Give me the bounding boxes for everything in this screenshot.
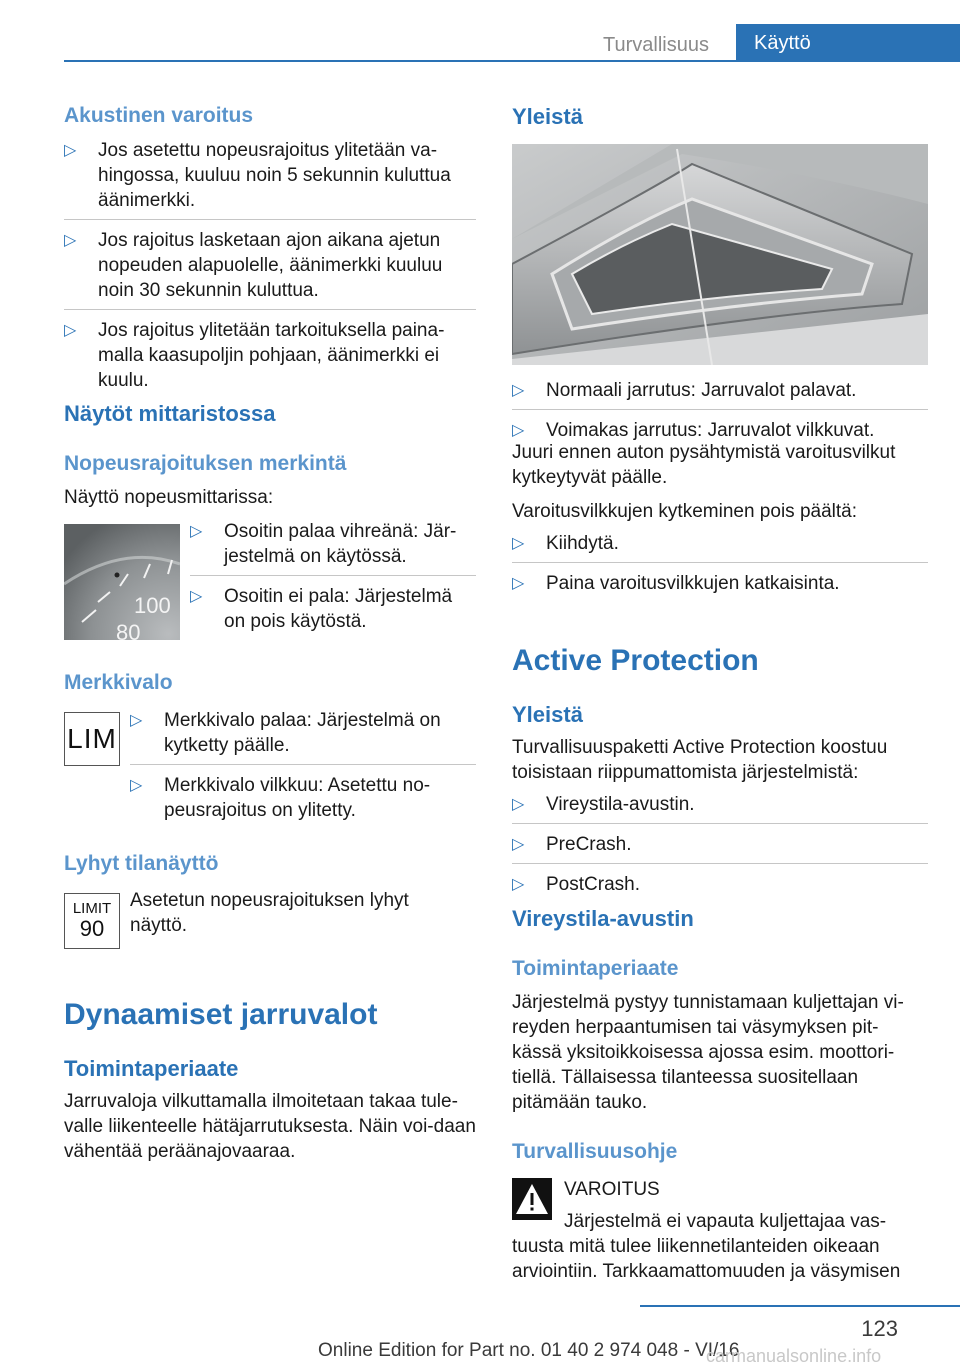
principle-title: Toimintaperiaate (64, 1056, 239, 1081)
acoustic-title: Akustinen varoitus (64, 104, 254, 127)
active-protection-title: Active Protection (512, 644, 759, 677)
speedometer-graphic (64, 524, 180, 640)
header-rule (64, 60, 960, 62)
bullet-triangle-icon: ▷ (512, 575, 525, 592)
general-title: Yleistä (512, 104, 583, 129)
safety-title: Turvallisuusohje (512, 1140, 678, 1163)
displays-title: Näytöt mittaristossa (64, 401, 276, 426)
list-item: ▷ Osoitin palaa vihreänä: Jär-jestelmä on käytössä. (190, 519, 476, 576)
marking-intro: Näyttö nopeusmittarissa: (64, 487, 274, 508)
short-display-text: Asetetun nopeusrajoituksen lyhyt näyttö. (130, 890, 409, 936)
bullet-triangle-icon: ▷ (512, 836, 525, 853)
brake-list (512, 378, 928, 443)
bullet-triangle-icon: ▷ (512, 382, 525, 399)
bullet-triangle-icon: ▷ (512, 535, 525, 552)
bullet-triangle-icon: ▷ (130, 712, 143, 729)
header-chapter-label: Käyttö (754, 32, 811, 54)
list-item: ▷ Jos rajoitus lasketaan ajon aikana ajetun nopeuden alapuolelle, äänimerkki kuuluu noin 30 sekunnin kuluttua. (64, 228, 476, 310)
bullet-triangle-icon: ▷ (512, 796, 525, 813)
vigilance-title: Vireystila-avustin (512, 906, 694, 931)
list-item: ▷ Merkkivalo vilkkuu: Asetettu no-peusrajoitus on ylitetty. (130, 775, 431, 821)
page-number: 123 (861, 1316, 898, 1341)
list-item: ▷ PreCrash. (512, 832, 928, 864)
hazard-off-intro: Varoitusvilkkujen kytkeminen pois päältä: (512, 501, 857, 522)
speedo-label-80: 80 (116, 620, 141, 640)
limit-icon-value: 90 (79, 916, 105, 941)
limit-icon-label: LIMIT (72, 900, 112, 917)
principle-text: Jarruvaloja vilkuttamalla ilmoitetaan takaa tule-valle liikenteelle hätäjarrutuksesta. Näin voi-daan vähentää peräänajovaaraa. (64, 1091, 476, 1162)
list-item: ▷ PostCrash. (512, 874, 640, 895)
tail-light-image (512, 144, 928, 365)
speedometer-image (64, 524, 180, 640)
bullet-triangle-icon: ▷ (64, 232, 77, 249)
tail-light-graphic (512, 144, 928, 365)
bullet-triangle-icon: ▷ (512, 422, 525, 439)
list-item: ▷ Paina varoitusvilkkujen katkaisinta. (512, 573, 840, 594)
footer-edition: Online Edition for Part no. 01 40 2 974 048 - VI/16 (318, 1340, 740, 1361)
bullet-triangle-icon: ▷ (64, 142, 77, 159)
short-display-title: Lyhyt tilanäyttö (64, 852, 219, 875)
list-item: ▷ Jos asetettu nopeusrajoitus ylitetään va-hingossa, kuuluu noin 5 sekunnin kuluttua äänimerkki. (64, 138, 476, 220)
stop-text: Juuri ennen auton pysähtymistä varoitusvilkut kytkeytyvät päälle. (512, 442, 896, 488)
footer-rule (640, 1305, 960, 1307)
marking-title: Nopeusrajoituksen merkintä (64, 452, 347, 475)
ap-general-title: Yleistä (512, 702, 583, 727)
hazard-list (512, 531, 928, 596)
vig-principle-text: Järjestelmä pystyy tunnistamaan kuljettajan vi-reyden herpaantumisen tai väsymyksen pit-kässä yksitoikkoisessa ajossa esim. moottori-tiellä. Tällaisessa tilanteessa suositellaan pitämään tauko. (512, 992, 904, 1113)
list-item: ▷ Voimakas jarrutus: Jarruvalot vilkkuvat. (512, 420, 875, 441)
warning-text-line1: Järjestelmä ei vapauta kuljettajaa vas- (564, 1211, 887, 1232)
watermark: carmanualsonline.info (706, 1346, 882, 1366)
bullet-triangle-icon: ▷ (64, 322, 77, 339)
lim-indicator-icon (64, 712, 120, 766)
warning-text-rest: tuusta mitä tulee liikennetilanteiden oikeaan arviointiin. Tarkkaamattomuuden ja väsymisen (512, 1236, 901, 1282)
bullet-triangle-icon: ▷ (190, 588, 203, 605)
vig-principle-title: Toimintaperiaate (512, 957, 679, 980)
list-item: ▷ Jos rajoitus ylitetään tarkoituksella paina-malla kaasupoljin pohjaan, äänimerkki ei kuulu. (64, 320, 445, 391)
marking-list (190, 519, 476, 634)
bullet-triangle-icon: ▷ (130, 777, 143, 794)
lim-icon-text: LIM (67, 723, 117, 754)
list-item: ▷ Merkkivalo palaa: Järjestelmä on kytketty päälle. (130, 708, 476, 765)
left-column (64, 104, 476, 393)
ap-intro: Turvallisuuspaketti Active Protection koostuu toisistaan riippumattomista järjestelmistä: (512, 737, 888, 783)
limit-90-icon (64, 893, 120, 949)
list-item: ▷ Normaali jarrutus: Jarruvalot palavat. (512, 378, 928, 410)
dynamic-brake-lights-title: Dynaamiset jarruvalot (64, 998, 378, 1031)
warning-triangle-icon (512, 1178, 552, 1220)
indicator-list (130, 708, 476, 823)
header-section-label: Turvallisuus (603, 34, 709, 56)
indicator-title: Merkkivalo (64, 671, 173, 694)
ap-list (512, 792, 928, 897)
header-chapter-tab[interactable] (736, 24, 960, 62)
list-item: ▷ Osoitin ei pala: Järjestelmä on pois käytöstä. (190, 586, 453, 632)
bullet-triangle-icon: ▷ (512, 876, 525, 893)
list-item: ▷ Vireystila-avustin. (512, 792, 928, 824)
bullet-triangle-icon: ▷ (190, 523, 203, 540)
list-item: ▷ Kiihdytä. (512, 531, 928, 563)
speedo-label-100: 100 (134, 593, 171, 618)
warning-label: VAROITUS (564, 1179, 660, 1200)
